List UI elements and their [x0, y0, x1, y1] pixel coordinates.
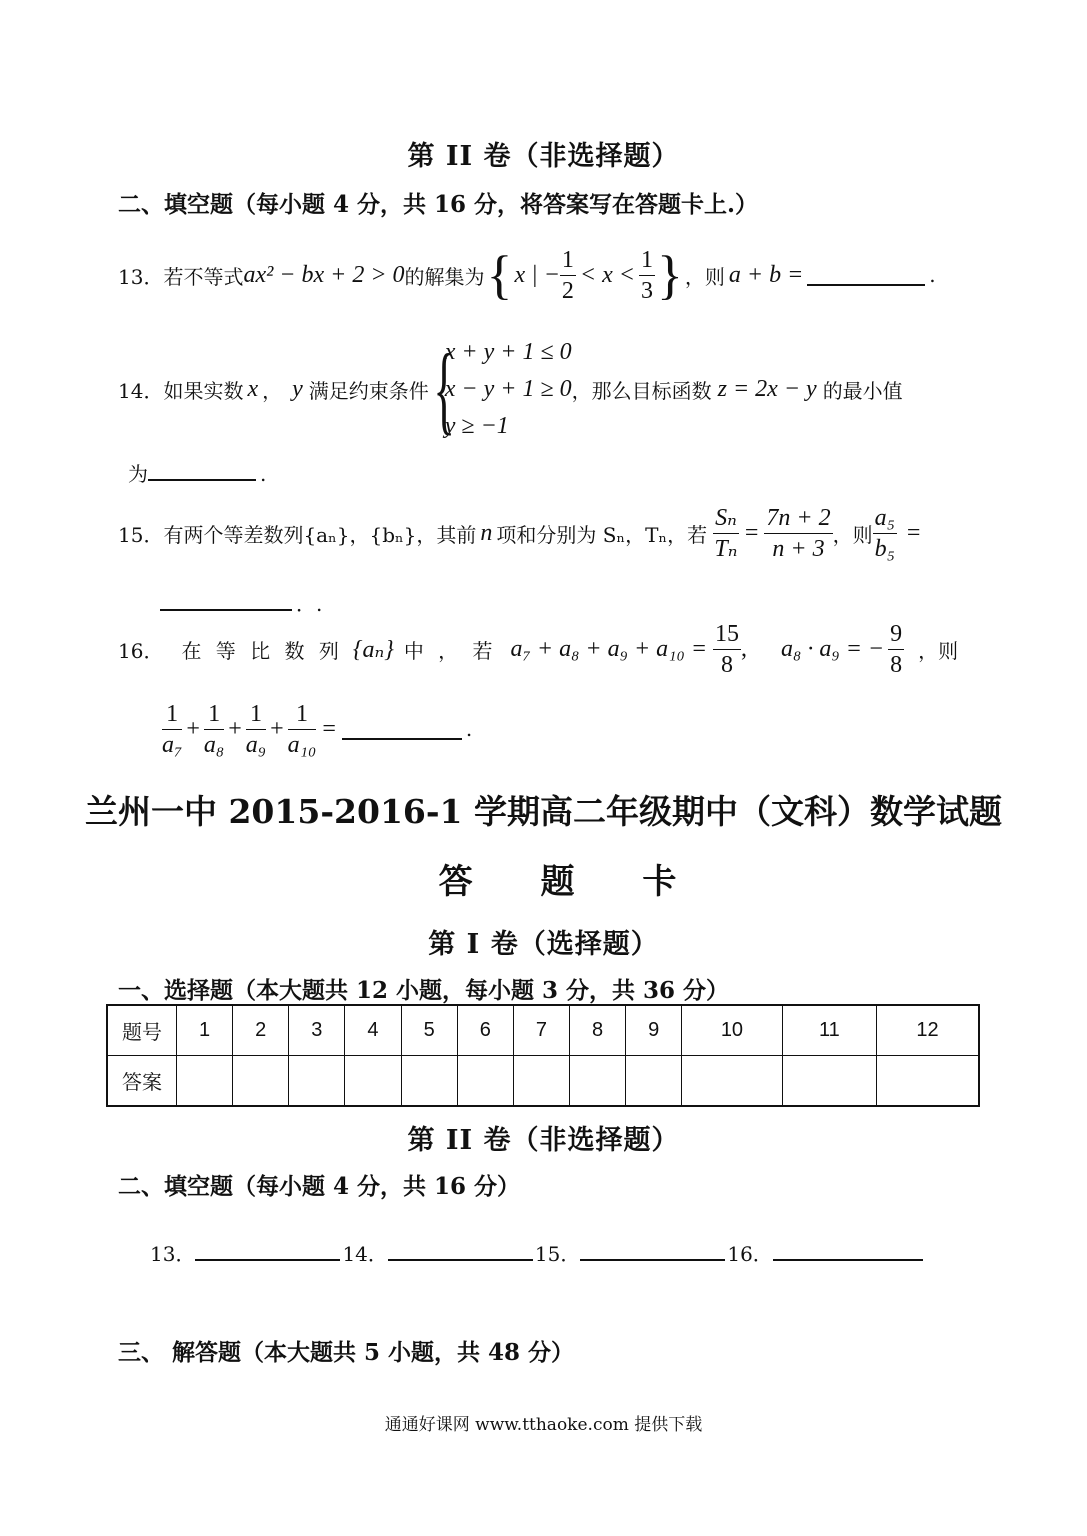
answer-cell[interactable] [401, 1056, 457, 1107]
school-exam-title: 兰州一中 2015-2016-1 学期高二年级期中（文科）数学试题 [84, 792, 1003, 831]
section2-heading-text: 二、填空题（每小题 4 分，共 16 分，将答案写在答题卡上.） [118, 191, 759, 218]
q14-text-e: 为 [128, 462, 148, 486]
q14-answer-line [128, 458, 266, 487]
question-13 [118, 240, 936, 310]
answer-blank-14[interactable] [388, 1241, 533, 1261]
q16-equals: = [322, 715, 336, 742]
q14-system-brace: { [433, 333, 455, 444]
q16-reciprocal-a9: $\frac{1}{\text{a₉}}$ [245, 700, 267, 758]
q13-fraction-half: $\frac{1}{2}$ [561, 246, 574, 304]
q15-ratio-value: $\frac{7n + 2}{n + 3}$ [766, 504, 831, 562]
q14-number: 14． [118, 378, 164, 403]
q14-text-d: 的最小值 [822, 378, 903, 403]
table-row-numbers [107, 1005, 979, 1056]
q15-answer-line [160, 588, 322, 617]
answer-card-title: 答 题 卡 [438, 862, 705, 902]
q16-text-c: ，则 [918, 638, 959, 663]
table-cell-label: 答案 [107, 1056, 177, 1107]
q13-number: 13． [118, 264, 164, 289]
q16-sum-expression: a₇ + a₈ + a₉ + a₁₀ = [510, 635, 708, 662]
answer-cell[interactable] [682, 1056, 782, 1107]
table-cell-number: 10 [682, 1005, 782, 1056]
answer-cell[interactable] [233, 1056, 289, 1107]
q16-comma: , [741, 635, 748, 662]
q15-ratio-a5-b5: $\frac{\text{a₅}}{\text{b₅}}$ [874, 504, 895, 562]
question-15 [118, 500, 920, 566]
q13-text-b: 的解集为 [404, 264, 485, 289]
choice-answer-table [106, 1004, 980, 1107]
q16-fraction-9-8: $\frac{9}{8}$ [890, 620, 903, 678]
q14-var-y: y [292, 375, 303, 402]
q13-set-lhs: x | − [514, 261, 560, 288]
q14-text-a: 如果实数 [163, 378, 244, 403]
q16-text-a: 在 等 比 数 列 [181, 638, 343, 663]
q16-product-expression: a₈ · a₉ = − [781, 635, 885, 662]
q15-number: 15． [118, 522, 164, 547]
q13-fraction-third: $\frac{1}{3}$ [640, 246, 653, 304]
q16-answer-blank[interactable] [342, 718, 462, 740]
q14-sep: ， [262, 378, 283, 403]
question-14 [118, 334, 903, 444]
section2-heading [118, 186, 758, 219]
q16-reciprocal-a8: $\frac{1}{\text{a₈}}$ [203, 700, 225, 758]
q15-equals-2: = [906, 519, 921, 546]
q15-text-c: ，则 [832, 522, 873, 547]
blank-label-13: 13． [150, 1242, 196, 1266]
part2-heading: 第 II 卷（非选择题） [407, 141, 680, 172]
table-cell-number: 2 [233, 1005, 289, 1056]
table-cell-number: 6 [457, 1005, 513, 1056]
q16-fraction-15-8: $\frac{15}{8}$ [715, 620, 740, 678]
q14-constraint-1: x + y + 1 ≤ 0 [444, 338, 572, 365]
q16-plus-1: + [186, 715, 200, 742]
answer-blank-13[interactable] [195, 1241, 340, 1261]
q15-var-n: n [480, 519, 493, 546]
table-row-answers [107, 1056, 979, 1107]
q14-answer-blank[interactable] [148, 459, 256, 481]
table-cell-number: 9 [626, 1005, 682, 1056]
section3-heading: 三、 解答题（本大题共 5 小题，共 48 分） [118, 1339, 575, 1366]
table-cell-number: 3 [289, 1005, 345, 1056]
q13-brace-right: } [656, 245, 683, 305]
answer-cell[interactable] [177, 1056, 233, 1107]
answer-cell[interactable] [782, 1056, 876, 1107]
q14-constraint-2: x − y + 1 ≥ 0 [444, 375, 572, 402]
section1-heading: 一、选择题（本大题共 12 小题，每小题 3 分，共 36 分） [118, 977, 730, 1004]
q15-answer-blank[interactable] [160, 589, 292, 611]
table-cell-number: 1 [177, 1005, 233, 1056]
q13-target: a + b = [728, 261, 804, 288]
part1-heading: 第 I 卷（选择题） [428, 929, 659, 960]
q16-reciprocal-a10: $\frac{1}{\text{a₁₀}}$ [287, 700, 317, 758]
answer-cell[interactable] [345, 1056, 401, 1107]
table-cell-number: 11 [782, 1005, 876, 1056]
q13-inequality: ax² − bx + 2 > 0 [243, 261, 405, 288]
q15-end: ．. [296, 592, 323, 616]
table-cell-label: 题号 [107, 1005, 177, 1056]
q13-set-mid: < x < [579, 261, 635, 288]
q13-end: . [929, 263, 936, 287]
answer-cell[interactable] [877, 1056, 979, 1107]
q13-answer-blank[interactable] [807, 264, 925, 286]
blank-label-14: 14． [342, 1242, 388, 1266]
q16-answer-line [162, 696, 472, 762]
q15-equals: = [744, 519, 759, 546]
q14-constraint-3: y ≥ −1 [444, 412, 509, 439]
answer-cell[interactable] [457, 1056, 513, 1107]
q15-ratio-s-t: $\frac{\text{Sₙ}}{\text{Tₙ}}$ [714, 504, 738, 562]
q14-text-b: 满足约束条件 [308, 378, 429, 403]
q16-plus-3: + [270, 715, 284, 742]
q14-text-c: ，那么目标函数 [571, 378, 712, 403]
blank-label-15: 15． [534, 1242, 581, 1266]
table-cell-number: 5 [401, 1005, 457, 1056]
q16-sequence: {aₙ} [352, 636, 394, 663]
answer-blank-16[interactable] [773, 1241, 923, 1261]
answer-blank-15[interactable] [580, 1241, 725, 1261]
answer-cell[interactable] [513, 1056, 569, 1107]
q13-text-c: ，则 [684, 264, 725, 289]
q15-text-a: 有两个等差数列{aₙ}，{bₙ}，其前 [163, 522, 477, 547]
q16-plus-2: + [228, 715, 242, 742]
blank-label-16: 16． [727, 1242, 773, 1266]
question-16 [118, 616, 958, 682]
q16-number: 16． [118, 638, 164, 663]
q16-text-b: 中 ， 若 [403, 638, 497, 663]
part2-heading-card: 第 II 卷（非选择题） [407, 1125, 680, 1156]
q14-objective: z = 2x − y [717, 375, 817, 402]
fill-blank-answer-row [150, 1238, 925, 1267]
answer-cell[interactable] [626, 1056, 682, 1107]
answer-cell[interactable] [569, 1056, 625, 1107]
table-cell-number: 12 [877, 1005, 979, 1056]
section2-heading-card: 二、填空题（每小题 4 分，共 16 分） [118, 1173, 521, 1200]
q16-reciprocal-a7: $\frac{1}{\text{a₇}}$ [162, 700, 183, 758]
table-cell-number: 4 [345, 1005, 401, 1056]
q13-brace-left: { [486, 245, 513, 305]
table-cell-number: 8 [569, 1005, 625, 1056]
footer: 通通好课网 www.tthaoke.com 提供下载 [384, 1415, 703, 1435]
q14-constraint-system [429, 333, 572, 444]
answer-cell[interactable] [289, 1056, 345, 1107]
q15-text-b: 项和分别为 Sₙ，Tₙ，若 [496, 522, 708, 547]
q16-end: . [465, 717, 473, 741]
q14-var-x: x [247, 375, 259, 402]
table-cell-number: 7 [513, 1005, 569, 1056]
q13-text-a: 若不等式 [163, 264, 244, 289]
q14-end: . [260, 462, 267, 486]
